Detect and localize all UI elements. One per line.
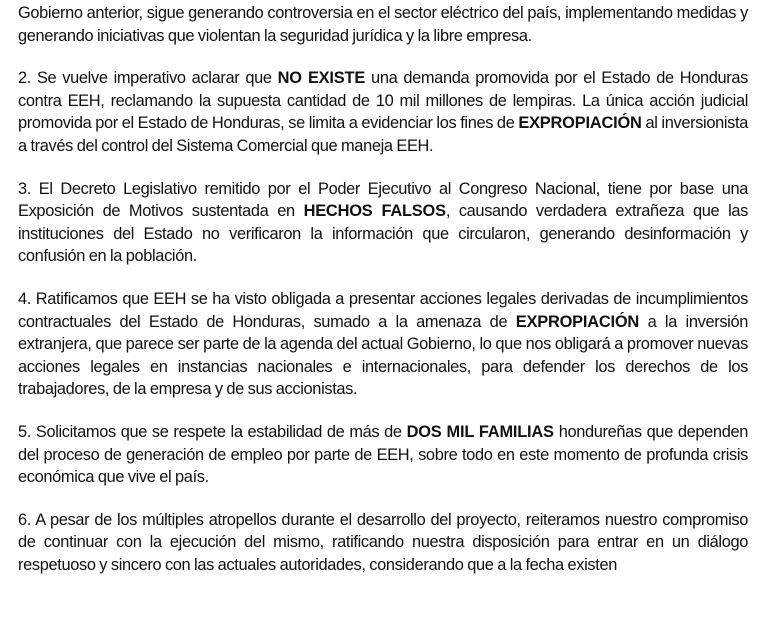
paragraph-text: a la inversión extranjera, que parece ser parte de la agenda del actual Gobierno, lo que nos obligará a promover nuevas acciones legales en instancias nacionales e internacionales, para defender los derechos de los trabajadores, de la empresa y de sus accionistas. [18,312,748,399]
emphasis-no-existe: NO EXISTE [277,69,366,88]
paragraph-text: 5. Solicitamos que se respete la estabilidad de más de [18,422,407,441]
paragraph-6 [18,509,748,577]
document-body [18,0,748,596]
paragraph-3 [18,178,748,268]
paragraph-text: 2. Se vuelve imperativo aclarar que [18,69,278,88]
paragraph-text: al inversionista a través del control del Sistema Comercial que maneja EEH. [18,114,748,155]
paragraph-text: una demanda promovida por el Estado de Honduras contra EEH, reclamando la supuesta cantidad de 10 mil millones de lempiras. La única acción judicial promovida por el Estado de Honduras, se limita a evidenciar los fines de [18,69,749,133]
paragraph-5 [18,421,748,489]
paragraph-text: 6. A pesar de los múltiples atropellos durante el desarrollo del proyecto, reiteramos nuestro compromiso de continuar con la ejecución del mismo, ratificando nuestra disposición para entrar en un diálogo respetuoso y sincero con las actuales autoridades, considerando que a la fecha existen [18,510,748,574]
emphasis-hechos-falsos: HECHOS FALSOS [303,202,446,221]
paragraph-intro [18,2,748,47]
paragraph-text: hondureñas que dependen del proceso de generación de empleo por parte de EEH, sobre todo en este momento de profunda crisis económica que vive el país. [18,422,748,487]
paragraph-4 [18,288,748,401]
emphasis-expropiacion: EXPROPIACIÓN [518,114,642,133]
emphasis-expropiacion: EXPROPIACIÓN [515,312,640,331]
emphasis-dos-mil-familias: DOS MIL FAMILIAS [406,422,554,441]
paragraph-2 [18,67,748,157]
paragraph-text: 3. El Decreto Legislativo remitido por el Poder Ejecutivo al Congreso Nacional, tiene por base una Exposición de Motivos sustentada en [18,179,748,221]
paragraph-text: 4. Ratificamos que EEH se ha visto obligada a presentar acciones legales derivadas de incumplimientos contractuales del Estado de Honduras, sumado a la amenaza de [18,289,748,331]
paragraph-text: , causando verdadera extrañeza que las instituciones del Estado no verificaron la información que circularon, generando desinformación y confusión en la población. [18,202,748,266]
paragraph-text: Gobierno anterior, sigue generando controversia en el sector eléctrico del país, implementando medidas y generando iniciativas que violentan la seguridad jurídica y la libre empresa. [18,4,748,45]
